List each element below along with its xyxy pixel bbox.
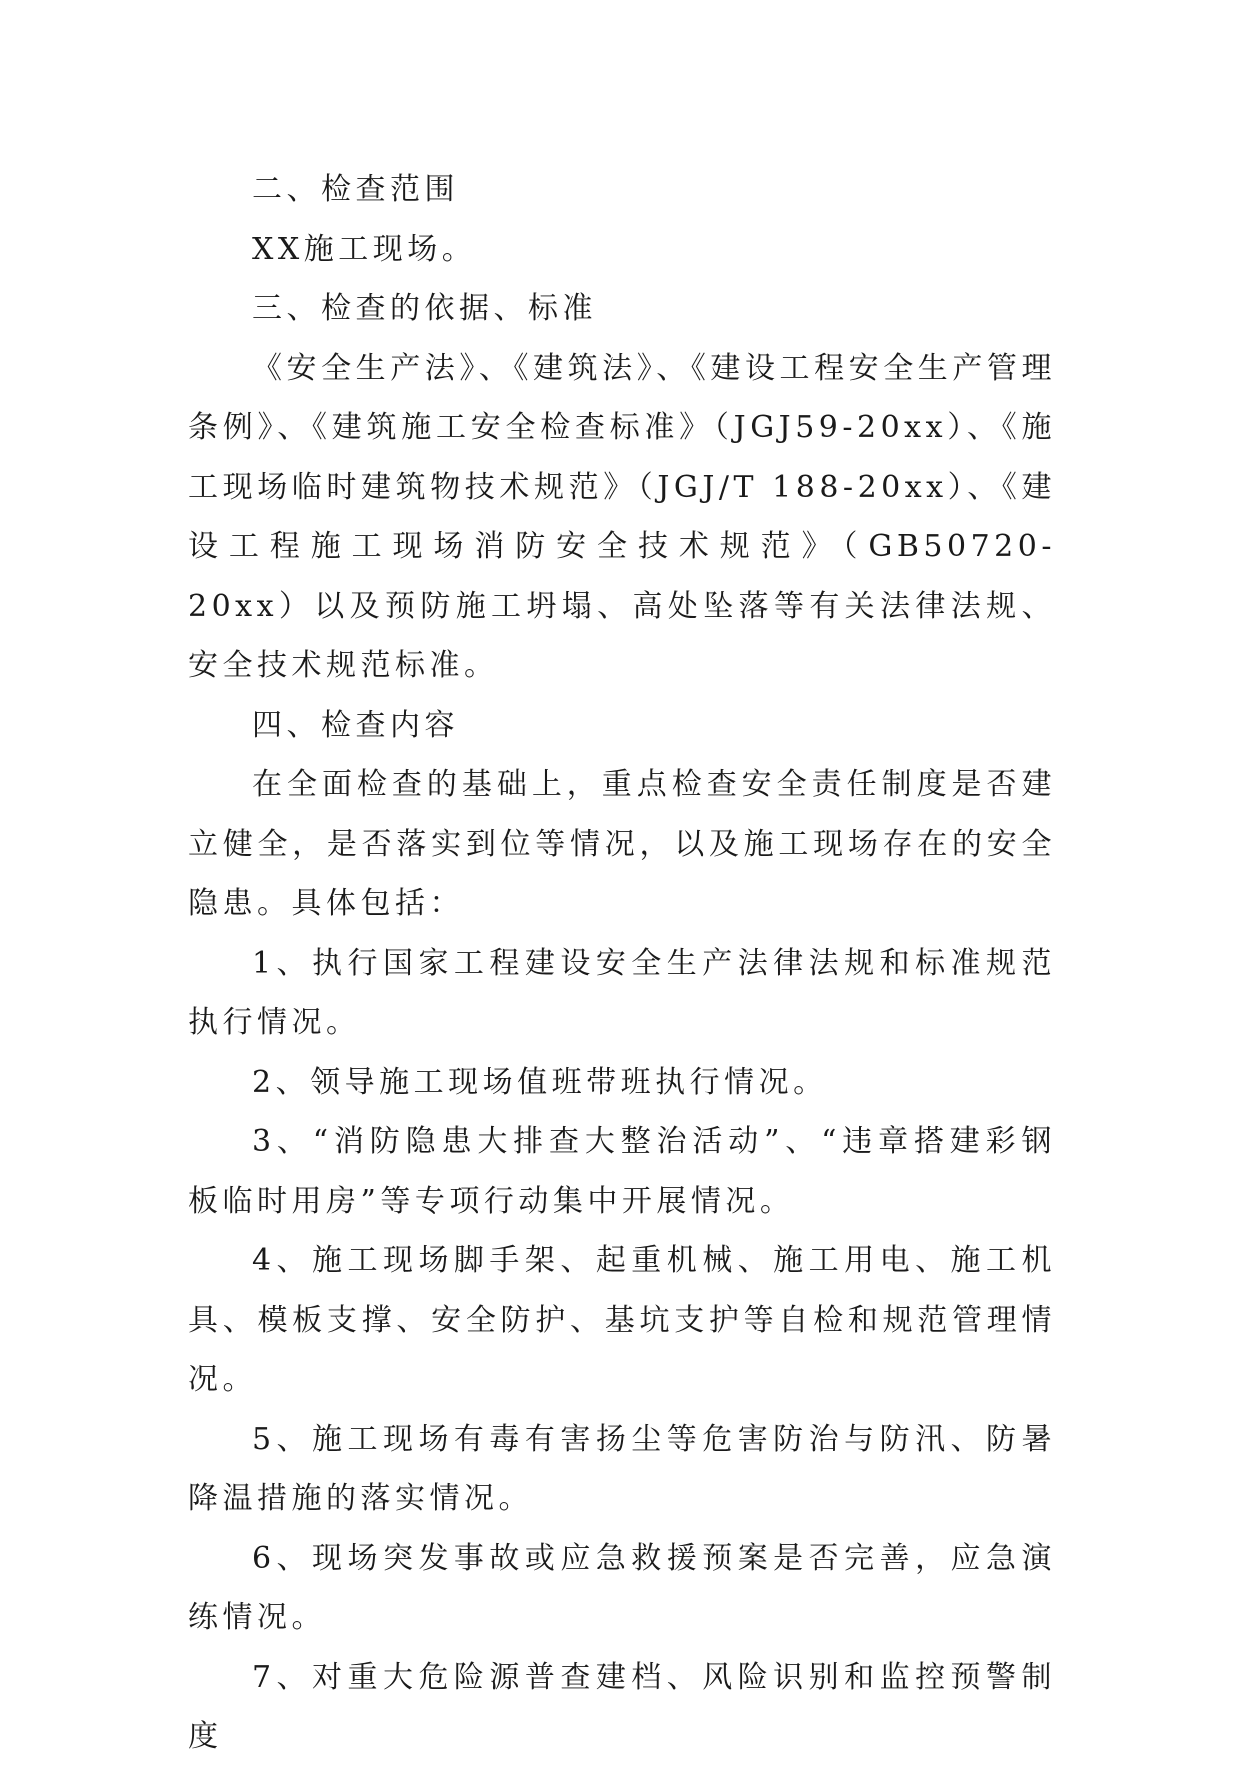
- section-heading-content: 四、检查内容: [252, 707, 459, 743]
- paragraph-scope-site: XX施工现场。: [252, 231, 477, 267]
- section-heading-scope: 二、检查范围: [252, 172, 459, 207]
- list-item-3: 3、“消防隐患大排查大整治活动”、“违章搭建彩钢板临时用房”等专项行动集中开展情况。: [188, 1124, 1056, 1219]
- paragraph-content-intro: 在全面检查的基础上，重点检查安全责任制度是否建立健全，是否落实到位等情况，以及施工现场存在的安全隐患。具体包括：: [188, 767, 1056, 921]
- list-item-4: 4、施工现场脚手架、起重机械、施工用电、施工机具、模板支撑、安全防护、基坑支护等自检和规范管理情况。: [188, 1243, 1056, 1397]
- document-body: [188, 160, 1056, 1767]
- section-heading-basis: 三、检查的依据、标准: [252, 291, 597, 326]
- list-item-5: 5、施工现场有毒有害扬尘等危害防治与防汛、防暑降温措施的落实情况。: [188, 1421, 1056, 1516]
- list-item-1: 1、执行国家工程建设安全生产法律法规和标准规范执行情况。: [188, 945, 1056, 1040]
- list-item-2: 2、领导施工现场值班带班执行情况。: [252, 1064, 828, 1100]
- paragraph-basis-standards: 《安全生产法》、《建筑法》、《建设工程安全生产管理条例》、《建筑施工安全检查标准》（JGJ59-20xx）、《施工现场临时建筑物技术规范》（JGJ/T 188-20xx）、《建设工程施工现场消防安全技术规范》（GB50720-20xx）以及预防施工坍塌、高处坠落等有关法律法规、安全技术规范标准。: [188, 350, 1056, 683]
- list-item-7: 7、对重大危险源普查建档、风险识别和监控预警制度: [188, 1659, 1056, 1754]
- list-item-6: 6、现场突发事故或应急救援预案是否完善，应急演练情况。: [188, 1540, 1056, 1635]
